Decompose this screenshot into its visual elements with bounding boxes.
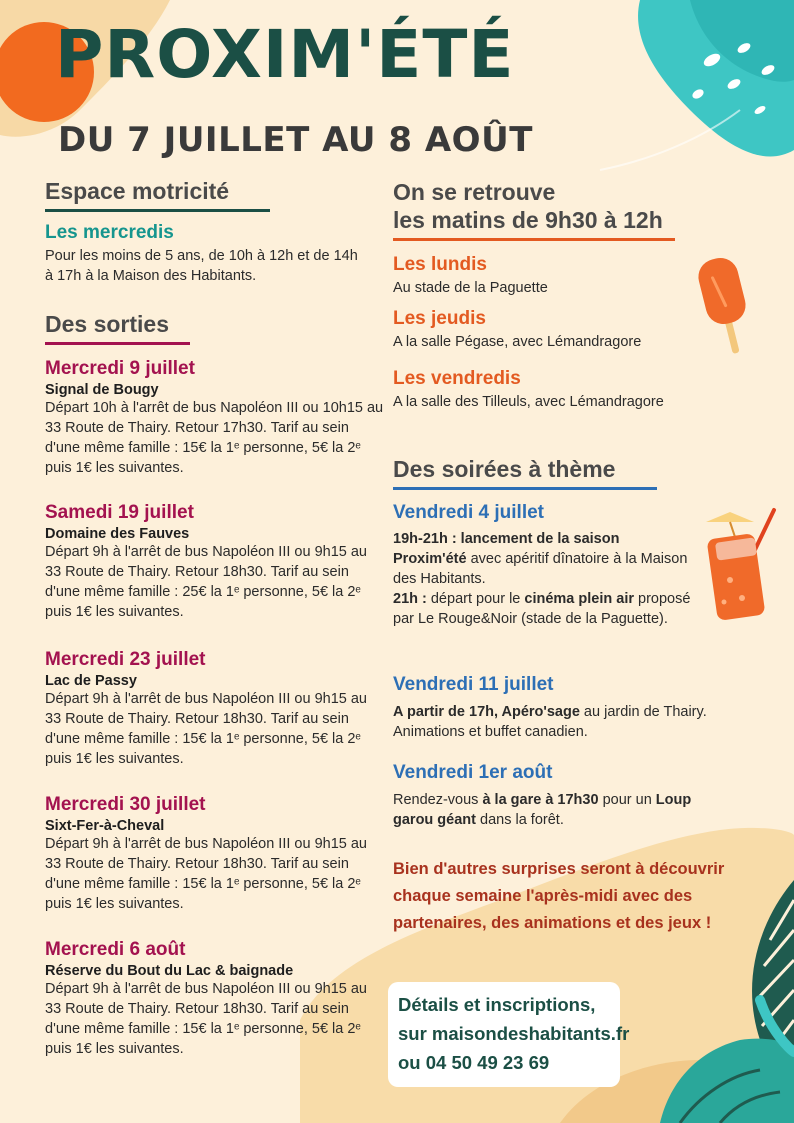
date-range-subtitle: DU 7 JUILLET AU 8 AOÛT [58,120,533,160]
evening-detail: dans la forêt. [475,812,564,828]
sortie-date: Mercredi 9 juillet [45,358,195,379]
matin-text: Au stade de la Paguette [393,280,548,296]
evening-brand: Proxim'été [393,551,467,567]
evening-item [393,502,703,629]
matin-item [393,308,693,352]
motricite-section [45,178,385,286]
sortie-date: Mercredi 23 juillet [45,649,206,670]
matin-day: Les vendredis [393,368,521,389]
sortie-place: Signal de Bougy [45,382,159,398]
evening-cinema: cinéma plein air [524,591,634,607]
matin-text: A la salle Pégase, avec Lémandragore [393,334,642,350]
evening-detail: avec apéritif dînatoire à la Maison des Habitants. [393,551,688,587]
matins-heading-line2: les matins de 9h30 à 12h [393,207,663,233]
evening-bold: Loup garou géant [393,792,692,828]
evening-time: 19h-21h : lancement de la saison [393,531,620,547]
section-underline [393,487,657,490]
evening-date: Vendredi 11 juillet [393,674,554,695]
cocktail-icon [706,510,774,621]
sortie-text: Départ 9h à l'arrêt de bus Napoléon III ou 9h15 au 33 Route de Thairy. Retour 18h30. Tarif au sein d'une même famille : 25€ la 1ᵉ personne, 5€ la 2ᵉ puis 1€ les suivantes. [45,544,367,620]
sortie-place: Domaine des Fauves [45,526,190,542]
sortie-date: Mercredi 6 août [45,939,186,960]
sortie-item [45,649,385,769]
evening-detail: pour un [598,792,656,808]
contact-phone[interactable]: ou 04 50 49 23 69 [398,1052,550,1073]
sortie-date: Mercredi 30 juillet [45,794,206,815]
contact-website-link[interactable]: sur maisondeshabitants.fr [398,1023,630,1044]
motricite-day: Les mercredis [45,222,174,243]
sortie-item [45,794,385,914]
surprises-callout: Bien d'autres surprises seront à découvrir chaque semaine l'après-midi avec des partenaires, des animations et des jeux ! [393,860,725,932]
sortie-text: Départ 10h à l'arrêt de bus Napoléon III ou 10h15 au 33 Route de Thairy. Retour 17h30. Tarif au sein d'une même famille : 15€ la 1ᵉ personne, 5€ la 2ᵉ puis 1€ les suivantes. [45,400,384,476]
section-underline [45,209,270,212]
evening-item [393,762,713,830]
sortie-item [45,502,385,622]
motricite-text: Pour les moins de 5 ans, de 10h à 12h et de 14h à 17h à la Maison des Habitants. [45,248,358,284]
evening-text [393,529,703,629]
evening-detail: proposé par Le Rouge&Noir (stade de la Paguette). [393,591,691,627]
contact-line: Détails et inscriptions, [398,994,596,1015]
matin-day: Les lundis [393,254,487,275]
sortie-date: Samedi 19 juillet [45,502,194,523]
section-underline [45,342,190,345]
evening-bold: A partir de 17h, Apéro'sage [393,704,580,720]
matin-text: A la salle des Tilleuls, avec Lémandragore [393,394,664,410]
sortie-place: Sixt-Fer-à-Cheval [45,818,165,834]
sortie-item [45,939,385,1059]
evening-detail: Rendez-vous [393,792,483,808]
sortie-place: Lac de Passy [45,673,137,689]
matin-item [393,254,693,298]
matins-heading-line1: On se retrouve [393,179,556,205]
evening-text [393,702,723,742]
soirees-heading: Des soirées à thème [393,456,616,482]
matins-section [393,178,723,241]
popsicle-icon [695,254,750,354]
contact-box [388,982,630,1087]
section-underline [393,238,675,241]
matin-day: Les jeudis [393,308,486,329]
evening-detail: au jardin de Thairy. Animations et buffet canadien. [393,704,707,740]
sortie-item [45,358,385,478]
motricite-heading: Espace motricité [45,178,230,204]
evening-detail: départ pour le [426,591,525,607]
evening-item [393,674,723,742]
evening-time: 21h : [393,591,427,607]
evening-date: Vendredi 4 juillet [393,502,544,523]
soirees-section [393,456,723,490]
evening-date: Vendredi 1er août [393,762,553,783]
evening-bold: à la gare à 17h30 [482,792,599,808]
sorties-heading: Des sorties [45,311,170,337]
sortie-text: Départ 9h à l'arrêt de bus Napoléon III ou 9h15 au 33 Route de Thairy. Retour 18h30. Tarif au sein d'une même famille : 15€ la 1ᵉ personne, 5€ la 2ᵉ puis 1€ les suivantes. [45,981,367,1057]
matin-item [393,368,723,412]
evening-text [393,790,713,830]
sortie-place: Réserve du Bout du Lac & baignade [45,963,294,979]
sortie-text: Départ 9h à l'arrêt de bus Napoléon III ou 9h15 au 33 Route de Thairy. Retour 18h30. Tarif au sein d'une même famille : 15€ la 1ᵉ personne, 5€ la 2ᵉ puis 1€ les suivantes. [45,691,367,767]
sorties-section [45,311,385,345]
sortie-text: Départ 9h à l'arrêt de bus Napoléon III ou 9h15 au 33 Route de Thairy. Retour 18h30. Tarif au sein d'une même famille : 15€ la 1ᵉ personne, 5€ la 2ᵉ puis 1€ les suivantes. [45,836,367,912]
page-title: PROXIM'ÉTÉ [55,16,515,93]
